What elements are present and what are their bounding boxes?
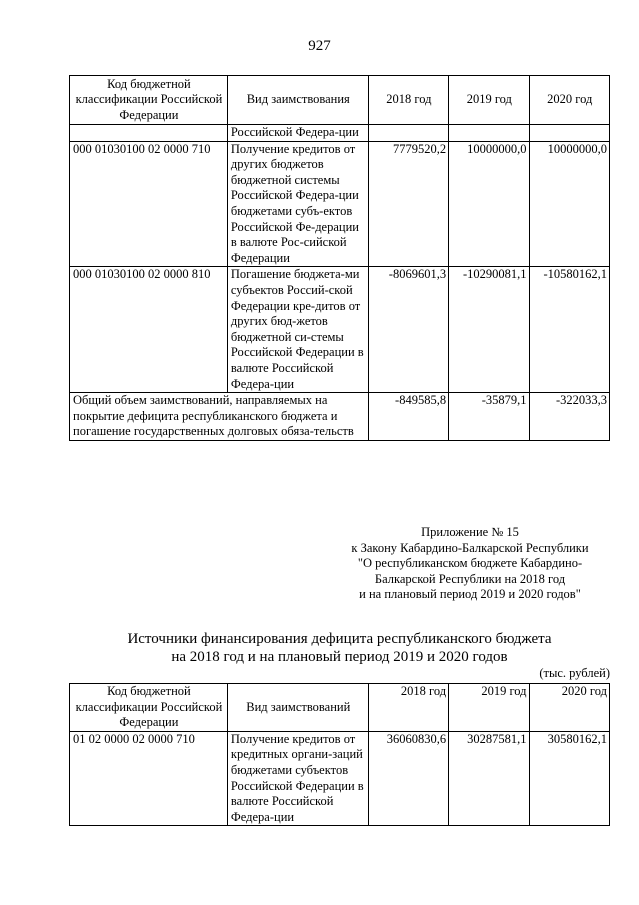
section-title-line: на 2018 год и на плановый период 2019 и 2020 годов bbox=[171, 649, 508, 665]
table-header-row bbox=[70, 684, 610, 732]
appendix-header bbox=[330, 525, 610, 603]
cell-2020: 30580162,1 bbox=[529, 731, 609, 826]
appendix-line: "О республиканском бюджете Кабардино- bbox=[357, 556, 583, 570]
cell-type: Российской Федера-ции bbox=[227, 125, 368, 142]
header-type: Вид заимствований bbox=[227, 684, 368, 732]
cell-2018: 36060830,6 bbox=[368, 731, 448, 826]
header-code: Код бюджетной классификации Российской Федерации bbox=[70, 76, 228, 125]
header-type: Вид заимствования bbox=[227, 76, 368, 125]
cell-2020 bbox=[529, 125, 609, 142]
cell-2019: 10000000,0 bbox=[449, 141, 529, 267]
table-total-row bbox=[70, 393, 610, 441]
table-row bbox=[70, 141, 610, 267]
total-label: Общий объем заимствований, направляемых на покрытие дефицита республиканского бюджета и погашение государственных долговых обяза-тельств bbox=[70, 393, 369, 441]
financing-sources-table bbox=[69, 683, 610, 826]
total-2018: -849585,8 bbox=[368, 393, 448, 441]
borrowings-table bbox=[69, 75, 610, 441]
appendix-line: и на плановый период 2019 и 2020 годов" bbox=[359, 587, 581, 601]
section-title bbox=[69, 630, 610, 666]
header-2020: 2020 год bbox=[529, 684, 609, 732]
cell-type: Погашение бюджета-ми субъектов Россий-ской Федерации кре-дитов от других бюд-жетов бюджетной си-стемы Российской Федерации в валюте Российской Федера-ции bbox=[227, 267, 368, 393]
header-2018: 2018 год bbox=[368, 76, 448, 125]
cell-code: 01 02 0000 02 0000 710 bbox=[70, 731, 228, 826]
header-2020: 2020 год bbox=[529, 76, 609, 125]
table-row bbox=[70, 267, 610, 393]
appendix-line: Балкарской Республики на 2018 год bbox=[374, 571, 566, 586]
cell-code: 000 01030100 02 0000 710 bbox=[70, 141, 228, 267]
header-2019: 2019 год bbox=[449, 684, 529, 732]
section-title-line: Источники финансирования дефицита республиканского бюджета bbox=[127, 631, 552, 647]
cell-2019: -10290081,1 bbox=[449, 267, 529, 393]
page-number: 927 bbox=[308, 38, 331, 54]
cell-2020: 10000000,0 bbox=[529, 141, 609, 267]
table-row bbox=[70, 731, 610, 826]
cell-2018 bbox=[368, 125, 448, 142]
table-row bbox=[70, 125, 610, 142]
cell-code: 000 01030100 02 0000 810 bbox=[70, 267, 228, 393]
table-header-row bbox=[70, 76, 610, 125]
cell-type: Получение кредитов от других бюджетов бюджетной системы Российской Федера-ции бюджетами субъ-ектов Российской Фе-дерации в валюте Рос-сийской Федерации bbox=[227, 141, 368, 267]
header-2019: 2019 год bbox=[449, 76, 529, 125]
cell-type: Получение кредитов от кредитных органи-заций бюджетами субъектов Российской Федерации в валюте Российской Федера-ции bbox=[227, 731, 368, 826]
cell-2018: -8069601,3 bbox=[368, 267, 448, 393]
units-label: (тыс. рублей) bbox=[539, 666, 610, 680]
header-2018: 2018 год bbox=[368, 684, 448, 732]
appendix-line: Приложение № 15 bbox=[421, 525, 519, 539]
appendix-line: к Закону Кабардино-Балкарской Республики bbox=[351, 540, 589, 555]
cell-2019 bbox=[449, 125, 529, 142]
total-2020: -322033,3 bbox=[529, 393, 609, 441]
cell-code bbox=[70, 125, 228, 142]
cell-2019: 30287581,1 bbox=[449, 731, 529, 826]
total-2019: -35879,1 bbox=[449, 393, 529, 441]
cell-2020: -10580162,1 bbox=[529, 267, 609, 393]
cell-2018: 7779520,2 bbox=[368, 141, 448, 267]
header-code: Код бюджетной классификации Российской Федерации bbox=[70, 684, 228, 732]
